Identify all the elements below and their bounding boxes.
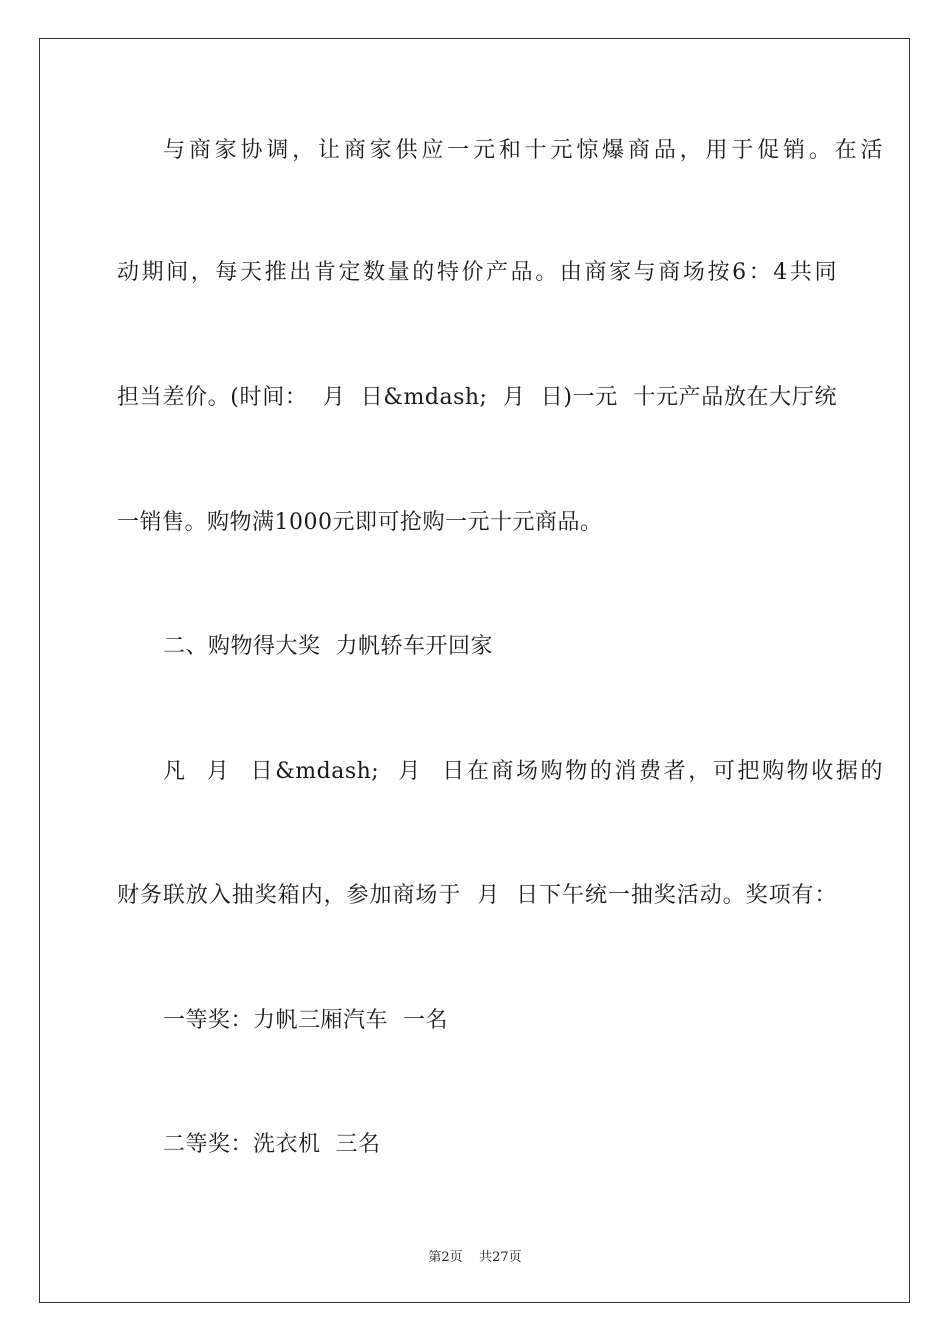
page-frame (39, 38, 910, 1303)
paragraph-line-1: 与商家协调，让商家供应一元和十元惊爆商品，用于促销。在活 (163, 138, 883, 163)
paragraph-line-4: 一销售。购物满1000元即可抢购一元十元商品。 (117, 510, 603, 535)
section-heading: 二、购物得大奖 力帆轿车开回家 (163, 634, 493, 659)
paragraph-line-7: 财务联放入抽奖箱内，参加商场于 月 日下午统一抽奖活动。奖项有： (117, 883, 837, 908)
page-number-footer: 第2页 共27页 (428, 1250, 522, 1265)
paragraph-line-2: 动期间，每天推出肯定数量的特价产品。由商家与商场按6：4共同 (117, 260, 837, 285)
paragraph-line-6: 凡 月 日&mdash; 月 日在商场购物的消费者，可把购物收据的 (163, 759, 883, 784)
paragraph-line-3: 担当差价。(时间： 月 日&mdash; 月 日)一元 十元产品放在大厅统 (117, 385, 837, 410)
prize-second: 二等奖：洗衣机 三名 (163, 1132, 381, 1157)
prize-first: 一等奖：力帆三厢汽车 一名 (163, 1008, 448, 1033)
